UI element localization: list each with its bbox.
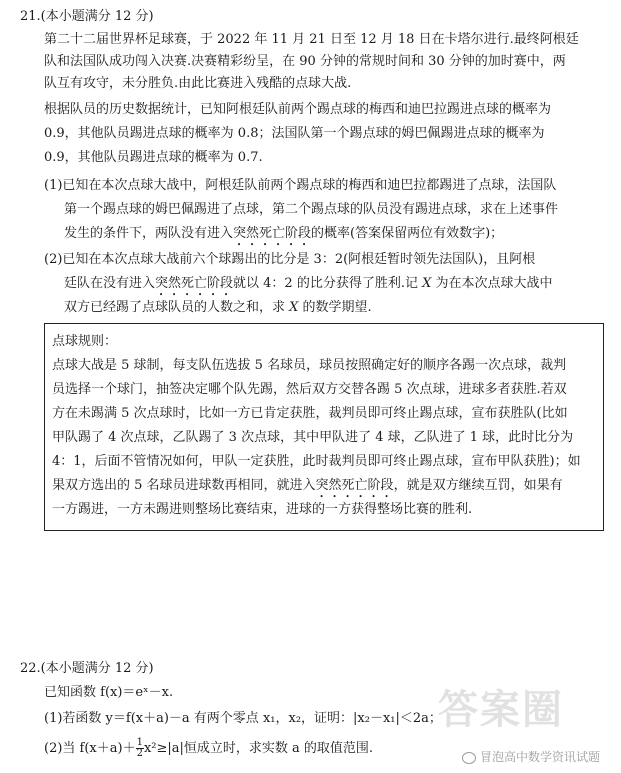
wechat-icon	[462, 752, 476, 764]
rules-line-6-c: ，就是双方继续互罚，如果有	[393, 478, 563, 493]
rules-line-1: 点球大战是 5 球制，每支队伍选拔 5 名球员，球员按照确定好的顺序各踢一次点球，裁判	[52, 358, 567, 373]
q21-part2-text-c: 为在本次点球大战中	[431, 276, 553, 291]
q21-part2-line-2	[64, 275, 553, 299]
watermark-small	[462, 748, 600, 765]
rules-line-6-a: 果双方选出的 5 名球员进球数再相同，就进入	[52, 478, 316, 493]
rules-line-5: 4：1，后面不管情况如何，甲队一定获胜，此时裁判员即可终止踢点球，宣布甲队获胜)；如	[52, 454, 581, 469]
q21-intro-line-2: 队和法国队成功闯入决赛.决赛精彩纷呈，在 90 分钟的常规时间和 30 分钟的加时赛中，两	[44, 54, 566, 69]
fraction-denominator: 2	[136, 748, 143, 759]
q21-part1-text-a: 发生的条件下，两队没有进入	[64, 226, 234, 241]
q21-part2-text-a: 廷队在没有进入	[64, 276, 156, 291]
q21-header: 21.(本小题满分 12 分)	[20, 9, 154, 24]
fraction-numerator: 1	[136, 737, 143, 748]
q21-part2-emphasis: 突然死亡阶段	[155, 276, 234, 291]
rules-title: 点球规则：	[52, 334, 118, 349]
watermark-small-text: 冒泡高中数学资讯试题	[480, 750, 601, 764]
rules-line-2: 员选择一个球门，抽签决定哪个队先踢，然后双方交替各踢 5 次点球，进球多者获胜.若双	[52, 382, 567, 397]
fraction-one-half	[136, 738, 144, 759]
q21-part1-text-b: 的概率(答案保留两位有效数字)；	[311, 226, 504, 241]
q21-part2-line-3	[64, 299, 372, 317]
q21-stats-line-1: 根据队员的历史数据统计，已知阿根廷队前两个踢点球的梅西和迪巴拉踢进点球的概率为	[44, 102, 552, 117]
q21-part2-text-e: 的数学期望.	[298, 300, 372, 315]
q21-part2-text-b: 就以 4：2 的比分获得了胜利.记	[233, 276, 423, 291]
rules-line-3: 方在未踢满 5 次点球时，比如一方已肯定获胜，裁判员即可终止踢点球，宣布获胜队(比如	[52, 406, 568, 421]
q21-part2-var-x: X	[422, 276, 432, 291]
q21-stats-line-3: 0.9，其他队员踢进点球的概率为 0.7.	[44, 150, 263, 165]
q22-part2	[44, 738, 373, 759]
rules-emphasis: 突然死亡阶段	[315, 478, 394, 493]
q21-part2-text-d: 双方已经踢了点球队员的人数之和，求	[64, 300, 290, 315]
q21-part1-line-3	[64, 225, 503, 249]
q21-part2-line-1: (2)已知在本次点球大战前六个球踢出的比分是 3：2(阿根廷暂时领先法国队)，且阿根	[44, 252, 536, 267]
q21-part2-var-x-2: X	[289, 300, 299, 315]
rules-line-7: 一方踢进，一方未踢进则整场比赛结束，进球的一方获得整场比赛的胜利.	[52, 502, 473, 517]
q21-part1-line-2: 第一个踢点球的姆巴佩踢进了点球，第二个踢点球的队员没有踢进点球，求在上述事件	[64, 202, 559, 217]
q22-part2-b: x²≥|a|恒成立时，求实数 a 的取值范围.	[143, 741, 374, 756]
q21-stats-line-2: 0.9，其他队员踢进点球的概率为 0.8；法国队第一个踢点球的姆巴佩踢进点球的概率为	[44, 126, 545, 141]
rules-line-6	[52, 477, 563, 501]
q22-given: 已知函数 f(x)＝eˣ－x.	[44, 685, 174, 700]
q21-part1-emphasis: 突然死亡阶段	[233, 226, 312, 241]
q21-intro-line-3: 队互有攻守，未分胜负.由此比赛进入残酷的点球大战.	[44, 76, 352, 91]
q21-intro-line-1: 第二十二届世界杯足球赛，于 2022 年 11 月 21 日至 12 月 18 日在卡塔尔进行.最终阿根廷	[44, 32, 579, 47]
watermark-large: 答案圈	[438, 687, 564, 733]
q22-part1: (1)若函数 y＝f(x＋a)－a 有两个零点 x₁，x₂，证明：|x₂－x₁|＜2a；	[44, 711, 442, 726]
q22-header: 22.(本小题满分 12 分)	[20, 661, 154, 676]
rules-line-4: 甲队踢了 4 次点球，乙队踢了 3 次点球，其中甲队进了 4 球，乙队进了 1 球，此时比分为	[52, 430, 574, 445]
q21-part1-line-1: (1)已知在本次点球大战中，阿根廷队前两个踢点球的梅西和迪巴拉都踢进了点球，法国队	[44, 178, 557, 193]
q22-part2-a: (2)当 f(x＋a)＋	[44, 741, 136, 756]
